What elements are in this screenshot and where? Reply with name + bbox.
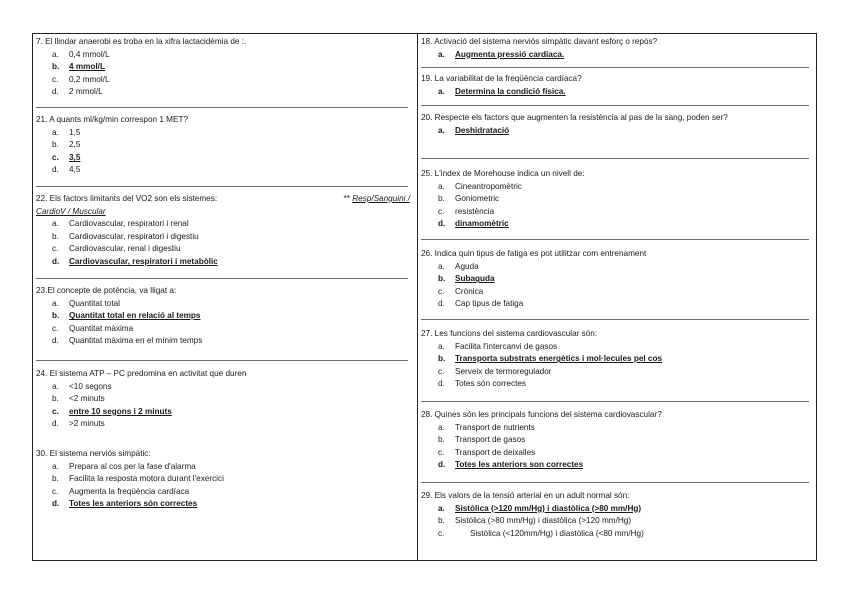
question-text: 25. L'index de Morehouse indica un nivell de: xyxy=(421,169,585,178)
separator xyxy=(421,158,809,159)
question-text: 23.El concepte de potència, va lligat a: xyxy=(36,286,177,295)
question-26 xyxy=(418,248,816,311)
option-d: d. >2 minuts xyxy=(52,419,105,429)
question-text: 24. El sistema ATP – PC predomina en activitat que duren xyxy=(36,369,247,378)
option-a: a. 1,5 xyxy=(52,127,81,137)
question-text: 7. El llindar anaerobi es troba en la xifra lactacidèmia de :. xyxy=(36,37,247,46)
option-c: c. 0,2 mmol/L xyxy=(52,74,110,84)
left-column xyxy=(33,34,416,560)
separator xyxy=(36,278,408,279)
option-d: d. Cap tipus de fatiga xyxy=(438,299,524,309)
question-text: 27. Les funcions del sistema cardiovascular són: xyxy=(421,329,598,338)
option-b: b. 2,5 xyxy=(52,140,81,150)
question-text: 21. A quants ml/kg/min correspon 1 MET? xyxy=(36,115,188,124)
option-c: c. Crònica xyxy=(438,286,484,296)
option-d: d. Quantitat màxima en el mínim temps xyxy=(52,336,203,346)
option-d: d. Totes són correctes xyxy=(438,379,526,389)
question-25 xyxy=(418,168,816,231)
question-text: 20. Respecte els factors que augmenten la resistència al pas de la sang, poden ser? xyxy=(421,113,728,122)
option-a: a. Aguda xyxy=(438,261,479,271)
option-c-correct: c. entre 10 segons i 2 minuts xyxy=(52,406,172,416)
option-b: b. Transport de gasos xyxy=(438,435,526,445)
separator xyxy=(421,239,809,240)
option-a-correct: a. Determina la condició física. xyxy=(438,86,566,96)
separator xyxy=(36,360,408,361)
option-d-correct: d. dinamomètric xyxy=(438,219,509,229)
option-c: c. Serveix de termoregulador xyxy=(438,366,552,376)
option-d-correct: d. Totes les anteriors són correctes xyxy=(52,499,198,509)
separator xyxy=(421,482,809,483)
option-b-correct: b. Quantitat total en relació al temps xyxy=(52,311,201,321)
option-b: b. Goniometric xyxy=(438,194,500,204)
question-text: 19. La variabilitat de la freqüència cardíaca? xyxy=(421,74,582,83)
option-a-correct: a. Deshidratació xyxy=(438,125,510,135)
option-a: a. 0,4 mmol/L xyxy=(52,49,110,59)
option-d-correct: d. Totes les anteriors son correctes xyxy=(438,460,584,470)
question-28 xyxy=(418,409,816,472)
option-d: d. 4,5 xyxy=(52,165,81,175)
separator xyxy=(421,105,809,106)
question-text: 29. Els valors de la tensió arterial en un adult normal són: xyxy=(421,491,630,500)
question-text: 18. Activació del sistema nerviós simpàtic davant esforç o repòs? xyxy=(421,37,658,46)
option-a: a. Cardiovascular, respiratori i renal xyxy=(52,219,189,229)
question-7 xyxy=(33,36,416,99)
separator xyxy=(36,107,408,108)
question-22 xyxy=(33,193,416,269)
option-a: a. Prepara al cos per la fase d'alarma xyxy=(52,461,196,471)
question-27 xyxy=(418,328,816,391)
option-d: d. 2 mmol/L xyxy=(52,87,103,97)
question-18 xyxy=(418,36,816,61)
option-c: c. Transport de deixalles xyxy=(438,447,536,457)
question-29 xyxy=(418,490,816,540)
option-a: a. Cineantropomètric xyxy=(438,181,522,191)
option-c: c. Sistòlica (<120mm/Hg) i diastòlica (<80 mm/Hg) xyxy=(438,528,644,538)
question-19 xyxy=(418,73,816,98)
option-a: a. <10 segons xyxy=(52,381,112,391)
question-24 xyxy=(33,368,416,431)
option-b: b. Cardiovascular, respiratori i digestiu xyxy=(52,231,199,241)
option-a-correct: a. Augmenta pressió cardíaca. xyxy=(438,49,565,59)
separator xyxy=(36,186,408,187)
option-b-correct: b. Subaguda xyxy=(438,274,495,284)
question-20 xyxy=(418,112,816,137)
option-a: a. Facilita l'intercanvi de gasos xyxy=(438,341,558,351)
question-21 xyxy=(33,114,416,177)
option-c: c. Augmenta la freqüència cardíaca xyxy=(52,486,190,496)
question-text: 26. Indica quin tipus de fatiga es pot utilitzar com entrenament xyxy=(421,249,647,258)
quiz-sheet xyxy=(32,33,817,561)
question-30 xyxy=(33,448,416,511)
option-b: b. Facilita la resposta motora durant l'exercici xyxy=(52,474,224,484)
option-b: b. Sistòlica (>80 mm/Hg) i diastòlica (>120 mm/Hg) xyxy=(438,516,632,526)
right-column xyxy=(418,34,816,560)
option-c-correct: c. 3,5 xyxy=(52,152,81,162)
note-continuation: CardioV / Muscular xyxy=(36,206,106,216)
option-b: b. <2 minuts xyxy=(52,394,105,404)
option-b-correct: b. 4 mmol/L xyxy=(52,62,105,72)
option-c: c. Cardiovascular, renal i digestiu xyxy=(52,244,181,254)
option-a-correct: a. Sistòlica (>120 mm/Hg) i diastòlica (>80 mm/Hg) xyxy=(438,503,642,513)
question-text: 22. Els factors limitants del VO2 son els sistemes: ** Resp/Sanguini / xyxy=(33,193,416,206)
separator xyxy=(421,67,809,68)
separator xyxy=(421,319,809,320)
question-text: 30. El sistema nerviós simpàtic: xyxy=(36,449,151,458)
handwritten-note: ** Resp/Sanguini / xyxy=(343,194,410,203)
option-a: a. Quantitat total xyxy=(52,298,120,308)
option-c: c. Quantitat màxima xyxy=(52,323,134,333)
separator xyxy=(421,401,809,402)
option-b-correct: b. Transporta substrats energètics i mol·lecules pel cos xyxy=(438,354,663,364)
option-d-correct: d. Cardiovascular, respiratori i metabòlic xyxy=(52,256,218,266)
question-23 xyxy=(33,285,416,348)
option-a: a. Transport de nutrients xyxy=(438,422,535,432)
option-c: c. resistència xyxy=(438,206,495,216)
question-text: 28. Quines són les principals funcions del sistema cardiovascular? xyxy=(421,410,662,419)
